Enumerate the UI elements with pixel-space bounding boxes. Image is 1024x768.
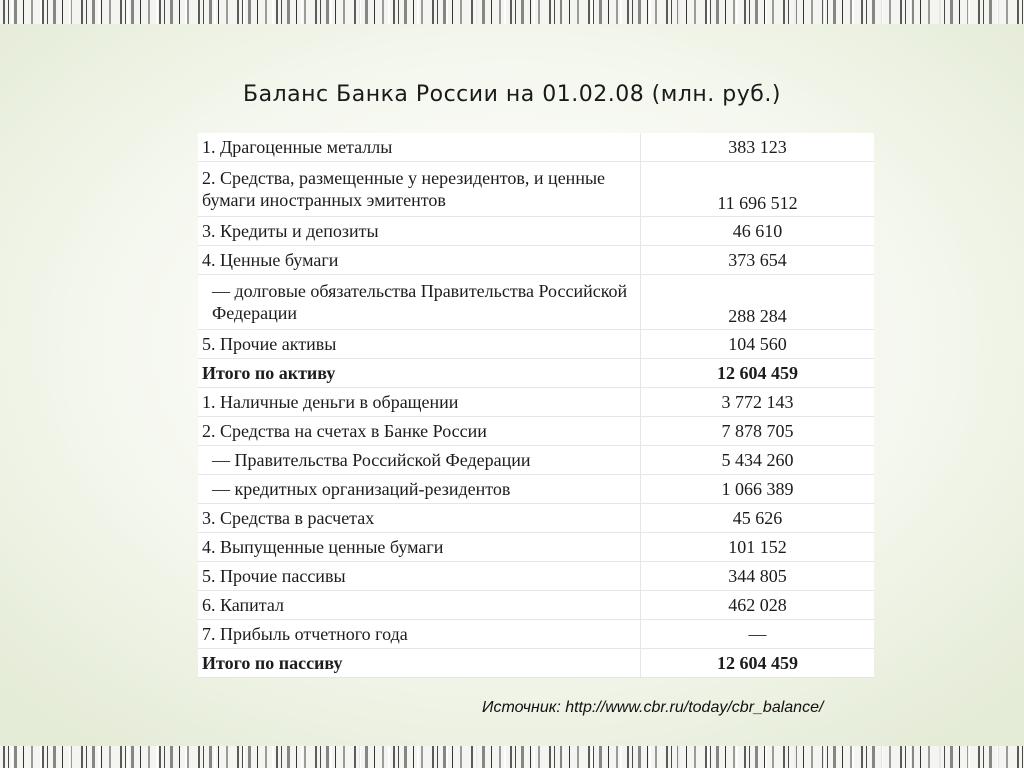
row-label: 4. Ценные бумаги	[198, 246, 641, 275]
row-value: 45 626	[641, 504, 875, 533]
row-value: 11 696 512	[641, 162, 875, 217]
table-row	[198, 533, 874, 562]
row-label: — Правительства Российской Федерации	[198, 446, 641, 475]
row-value: 462 028	[641, 591, 875, 620]
table-row	[198, 562, 874, 591]
table-row	[198, 246, 874, 275]
table-row-total-liabilities	[198, 649, 874, 678]
row-value: 344 805	[641, 562, 875, 591]
row-value: 104 560	[641, 330, 875, 359]
table-row	[198, 330, 874, 359]
table-row	[198, 591, 874, 620]
row-label: 1. Наличные деньги в обращении	[198, 388, 641, 417]
row-value: 7 878 705	[641, 417, 875, 446]
table-row	[198, 162, 874, 217]
table-row	[198, 217, 874, 246]
row-value: 5 434 260	[641, 446, 875, 475]
row-label: — долговые обязательства Правительства Российской Федерации	[198, 275, 641, 330]
decorative-barcode-bottom	[0, 746, 1024, 768]
row-label: Итого по пассиву	[198, 649, 641, 678]
table-row	[198, 475, 874, 504]
row-value: 46 610	[641, 217, 875, 246]
row-label: Итого по активу	[198, 359, 641, 388]
row-label: 2. Средства на счетах в Банке России	[198, 417, 641, 446]
row-label: 1. Драгоценные металлы	[198, 133, 641, 162]
decorative-barcode-top	[0, 0, 1024, 24]
row-value: 3 772 143	[641, 388, 875, 417]
table-row	[198, 417, 874, 446]
row-value: 12 604 459	[641, 649, 875, 678]
balance-table	[198, 133, 874, 678]
page-title: Баланс Банка России на 01.02.08 (млн. руб.)	[243, 82, 781, 107]
row-label: 5. Прочие пассивы	[198, 562, 641, 591]
row-value: 383 123	[641, 133, 875, 162]
source-note: Источник: http://www.cbr.ru/today/cbr_balance/	[482, 699, 824, 716]
row-value: 373 654	[641, 246, 875, 275]
row-label: 6. Капитал	[198, 591, 641, 620]
row-label: 3. Кредиты и депозиты	[198, 217, 641, 246]
table-row	[198, 388, 874, 417]
row-value: —	[641, 620, 875, 649]
row-label: — кредитных организаций-резидентов	[198, 475, 641, 504]
row-value: 12 604 459	[641, 359, 875, 388]
table-row	[198, 446, 874, 475]
row-value: 288 284	[641, 275, 875, 330]
row-label: 4. Выпущенные ценные бумаги	[198, 533, 641, 562]
table-row	[198, 504, 874, 533]
row-value: 1 066 389	[641, 475, 875, 504]
row-label: 7. Прибыль отчетного года	[198, 620, 641, 649]
row-label: 3. Средства в расчетах	[198, 504, 641, 533]
table-row	[198, 133, 874, 162]
table-row	[198, 275, 874, 330]
row-value: 101 152	[641, 533, 875, 562]
table-row-total-assets	[198, 359, 874, 388]
row-label: 5. Прочие активы	[198, 330, 641, 359]
table-row	[198, 620, 874, 649]
row-label: 2. Средства, размещенные у нерезидентов, и ценные бумаги иностранных эмитентов	[198, 162, 641, 217]
